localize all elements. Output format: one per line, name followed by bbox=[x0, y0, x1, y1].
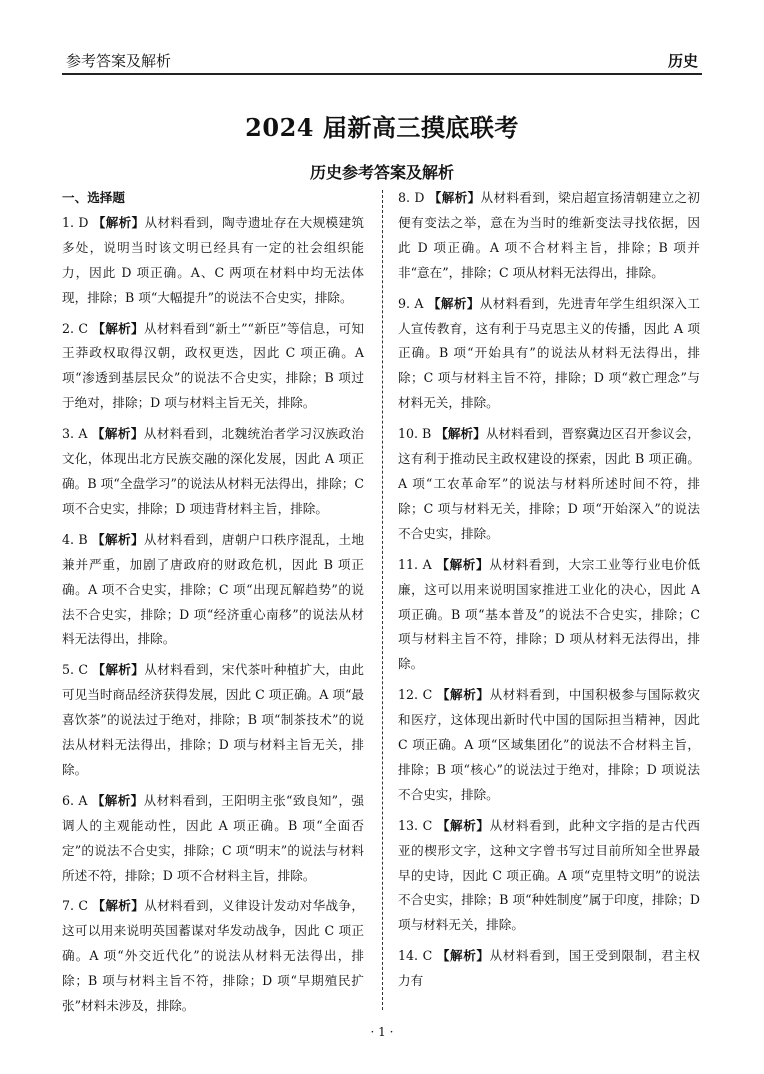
answer-number: 6. A bbox=[62, 792, 88, 808]
answer-item-9 bbox=[398, 292, 700, 417]
answer-number: 14. C bbox=[398, 948, 433, 964]
answer-number: 10. B bbox=[398, 426, 432, 442]
answer-text: 从材料看到，陶寺遗址存在大规模建筑多处，说明当时该文明已经具有一定的社会组织能力，因此 D 项正确。A、C 两项在材料中均无法体现，排除；B 项“大幅提升”的说法不合史实，排除。 bbox=[62, 214, 364, 305]
answer-item-10 bbox=[398, 422, 700, 547]
answer-item-4 bbox=[62, 528, 364, 653]
answer-item-5 bbox=[62, 658, 364, 783]
answer-number: 11. A bbox=[398, 556, 432, 572]
answer-item-3 bbox=[62, 422, 364, 522]
header-right: 历史 bbox=[667, 52, 698, 70]
page-number: · 1 · bbox=[370, 1025, 394, 1039]
answer-text: 从材料看到“新土”“新臣”等信息，可知王莽政权取得汉朝，政权更迭，因此 C 项正确。A 项“渗透到基层民众”的说法不合史实，排除；B 项过于绝对，排除；D 项与材料主旨无关，排除。 bbox=[62, 320, 365, 411]
answer-tag: 【解析】 bbox=[427, 295, 480, 311]
answer-number: 4. B bbox=[62, 531, 88, 547]
answer-item-11 bbox=[398, 553, 700, 678]
answer-text: 从材料看到，王阳明主张“致良知”，强调人的主观能动性，因此 A 项正确。B 项“全面否定”的说法不合史实，排除；C 项“明末”的说法与材料所述不符，排除；D 项不合材料主旨，排除。 bbox=[62, 792, 364, 883]
answer-number: 1. D bbox=[62, 214, 89, 230]
answer-item-12 bbox=[398, 683, 700, 808]
answer-number: 2. C bbox=[62, 320, 88, 336]
answer-number: 5. C bbox=[62, 662, 89, 678]
answer-text: 从材料看到，宋代茶叶种植扩大，由此可见当时商品经济获得发展，因此 C 项正确。A 项“最喜饮茶”的说法过于绝对，排除；B 项“制茶技术”的说法从材料无法得出，排除；D 项与材料主旨无关，排除。 bbox=[62, 662, 365, 777]
right-column bbox=[398, 186, 700, 1000]
answer-text: 从材料看到，梁启超宣扬清朝建立之初便有变法之举，意在为当时的维新变法寻找依据，因此 D 项正确。A 项不合材料主旨，排除；B 项并非“意在”，排除；C 项从材料无法得出，排除。 bbox=[398, 190, 700, 280]
answer-text: 从材料看到，中国积极参与国际救灾和医疗，这体现出新时代中国的国际担当精神，因此 C 项正确。A 项“区域集团化”的说法不合材料主旨，排除；B 项“核心”的说法过于绝对，排除；D 项说法不合史实，排除。 bbox=[398, 687, 701, 802]
answer-tag: 【解析】 bbox=[436, 817, 490, 833]
answer-text: 从材料看到，国王受到限制，君主权力有 bbox=[398, 948, 701, 989]
answer-number: 8. D bbox=[398, 190, 425, 205]
answer-tag: 【解析】 bbox=[91, 426, 144, 442]
answer-number: 13. C bbox=[398, 817, 433, 833]
answer-item-8 bbox=[398, 186, 700, 286]
answer-item-7 bbox=[62, 894, 364, 1019]
answer-number: 7. C bbox=[62, 898, 89, 914]
section-label: 一、选择题 bbox=[62, 190, 125, 205]
answer-tag: 【解析】 bbox=[92, 531, 144, 547]
answer-item-2 bbox=[62, 317, 364, 417]
answer-text: 从材料看到，晋察冀边区召开参议会，这有利于推动民主政权建设的探索，因此 B 项正确。A 项“工农革命军”的说法与材料所述时间不符，排除；C 项与材料无关，排除；D 项“开始深入”的说法不合史实，排除。 bbox=[398, 426, 700, 541]
answer-tag: 【解析】 bbox=[428, 190, 481, 205]
answer-tag: 【解析】 bbox=[92, 320, 144, 336]
answer-number: 3. A bbox=[62, 426, 88, 442]
page-subtitle: 历史参考答案及解析 bbox=[309, 163, 454, 182]
page-title: 2024 届新高三摸底联考 bbox=[245, 113, 519, 142]
answer-tag: 【解析】 bbox=[436, 948, 490, 964]
answer-item-1 bbox=[62, 211, 364, 311]
answer-text: 从材料看到，先进青年学生组织深入工人宣传教育，这有利于马克思主义的传播，因此 A 项正确。B 项“开始具有”的说法从材料无法得出，排除；C 项与材料主旨不符，排除；D 项“救亡理念”与材料无关，排除。 bbox=[398, 295, 700, 411]
answer-text: 从材料看到，此种文字指的是古代西亚的楔形文字，这种文字曾书写过目前所知全世界最早的史诗，因此 C 项正确。A 项“克里特文明”的说法不合史实，排除；B 项“种姓制度”属于印度，排除；D 项与材料无关，排除。 bbox=[398, 817, 701, 933]
answer-tag: 【解析】 bbox=[92, 898, 145, 914]
answer-number: 12. C bbox=[398, 687, 433, 703]
answer-item-6 bbox=[62, 789, 364, 889]
answer-item-13 bbox=[398, 814, 700, 939]
answer-tag: 【解析】 bbox=[435, 426, 486, 442]
answer-tag: 【解析】 bbox=[436, 556, 490, 572]
answer-text: 从材料看到，唐朝户口秩序混乱，土地兼并严重，加剧了唐政府的财政危机，因此 B 项正确。A 项不合史实，排除；C 项“出现瓦解趋势”的说法不合史实，排除；D 项“经济重心南移”的说法从材料无法得出，排除。 bbox=[62, 531, 365, 647]
answer-tag: 【解析】 bbox=[92, 214, 145, 230]
answer-number: 9. A bbox=[398, 295, 424, 311]
answer-tag: 【解析】 bbox=[92, 662, 145, 678]
answer-tag: 【解析】 bbox=[436, 687, 490, 703]
header-rule bbox=[62, 73, 702, 75]
left-column bbox=[62, 186, 364, 1025]
column-divider bbox=[382, 190, 383, 1010]
answer-text: 从材料看到，大宗工业等行业电价低廉，这可以用来说明国家推进工业化的决心，因此 A 项正确。B 项“基本普及”的说法不合史实，排除；C 项与材料主旨不符，排除；D 项从材料无法得出，排除。 bbox=[398, 556, 700, 672]
answer-item-14 bbox=[398, 944, 700, 994]
answer-tag: 【解析】 bbox=[91, 792, 144, 808]
answer-text: 从材料看到，北魏统治者学习汉族政治文化，体现出北方民族交融的深化发展，因此 A 项正确。B 项“全盘学习”的说法从材料无法得出，排除；C 项不合史实，排除；D 项违背材料主旨，排除。 bbox=[62, 426, 364, 516]
header-left: 参考答案及解析 bbox=[66, 52, 172, 70]
answer-text: 从材料看到，义律设计发动对华战争，这可以用来说明英国蓄谋对华发动战争，因此 C 项正确。A 项“外交近代化”的说法从材料无法得出，排除；B 项与材料主旨不符，排除；D 项“早期殖民扩张”材料未涉及，排除。 bbox=[62, 898, 365, 1014]
